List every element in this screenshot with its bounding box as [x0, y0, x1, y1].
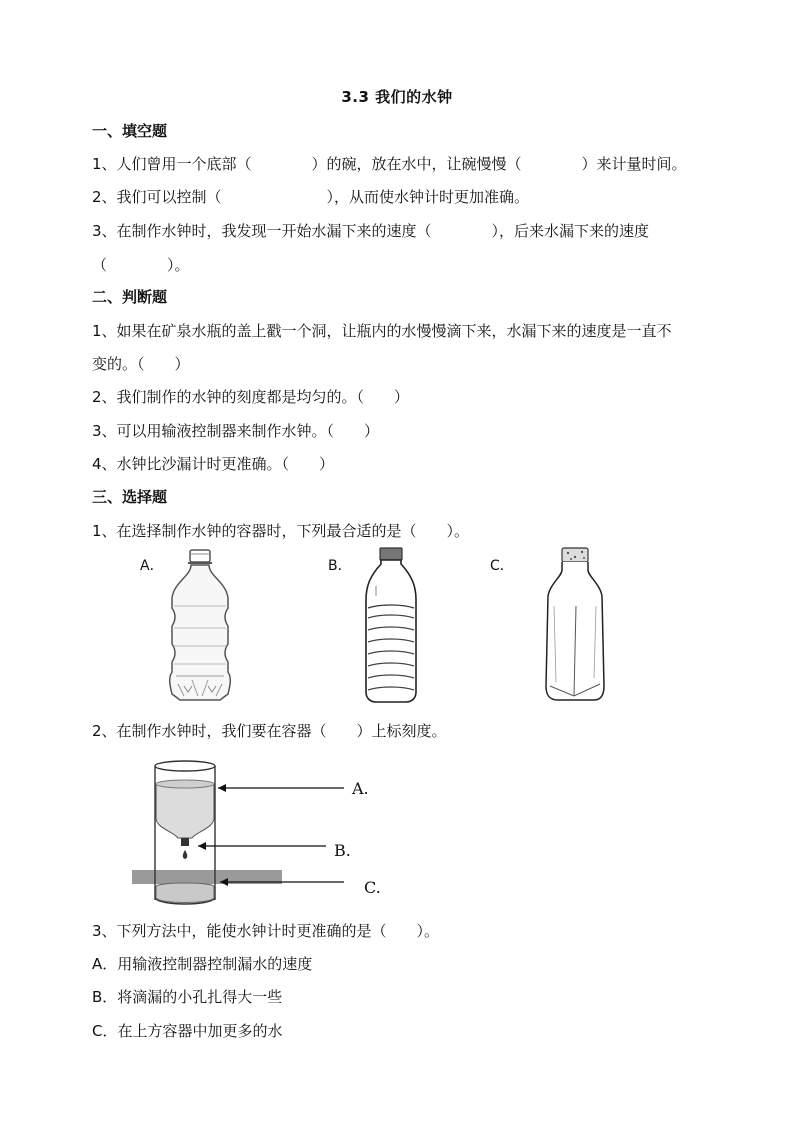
water-bottle-image	[360, 546, 422, 706]
page-title: 3.3 我们的水钟	[341, 88, 453, 106]
question-text: 1、人们曾用一个底部（ ）的碗，放在水中，让碗慢慢（ ）来计量时间。	[92, 155, 687, 173]
option-text: B．将滴漏的小孔扎得大一些	[92, 988, 283, 1006]
option-text: C．在上方容器中加更多的水	[92, 1022, 283, 1040]
water-clock-diagram	[130, 758, 390, 908]
section-heading-fill: 一、填空题	[92, 122, 168, 140]
question-text: 1、如果在矿泉水瓶的盖上戳一个洞，让瓶内的水慢慢滴下来，水漏下来的速度是一直不	[92, 322, 672, 340]
section-heading-choice: 三、选择题	[92, 488, 168, 506]
question-text: 2、我们制作的水钟的刻度都是均匀的。（ ）	[92, 388, 410, 406]
question-text: 3、在制作水钟时，我发现一开始水漏下来的速度（ ），后来水漏下来的速度	[92, 222, 650, 240]
question-text: 3、下列方法中，能使水钟计时更准确的是（ ）。	[92, 922, 440, 940]
section-heading-judge: 二、判断题	[92, 288, 168, 306]
question-text-continued: 变的。（ ）	[92, 355, 190, 373]
question-text: 1、在选择制作水钟的容器时，下列最合适的是（ ）。	[92, 522, 470, 540]
question-text-continued: （ ）。	[92, 256, 190, 274]
option-label-c: C．	[490, 558, 514, 574]
question-text: 4、水钟比沙漏计时更准确。（ ）	[92, 455, 335, 473]
soda-bottle-image	[164, 546, 236, 706]
diagram-label-b: B.	[334, 841, 351, 860]
question-text: 2、在制作水钟时，我们要在容器（ ）上标刻度。	[92, 722, 447, 740]
diagram-label-c: C.	[364, 878, 381, 897]
question-text: 3、可以用输液控制器来制作水钟。（ ）	[92, 422, 380, 440]
option-text: A．用输液控制器控制漏水的速度	[92, 955, 313, 973]
glass-bottle-image	[540, 546, 610, 706]
diagram-label-a: A.	[352, 779, 369, 798]
question-text: 2、我们可以控制（ ），从而使水钟计时更加准确。	[92, 188, 530, 206]
option-label-a: A．	[140, 558, 164, 574]
option-label-b: B．	[328, 558, 352, 574]
